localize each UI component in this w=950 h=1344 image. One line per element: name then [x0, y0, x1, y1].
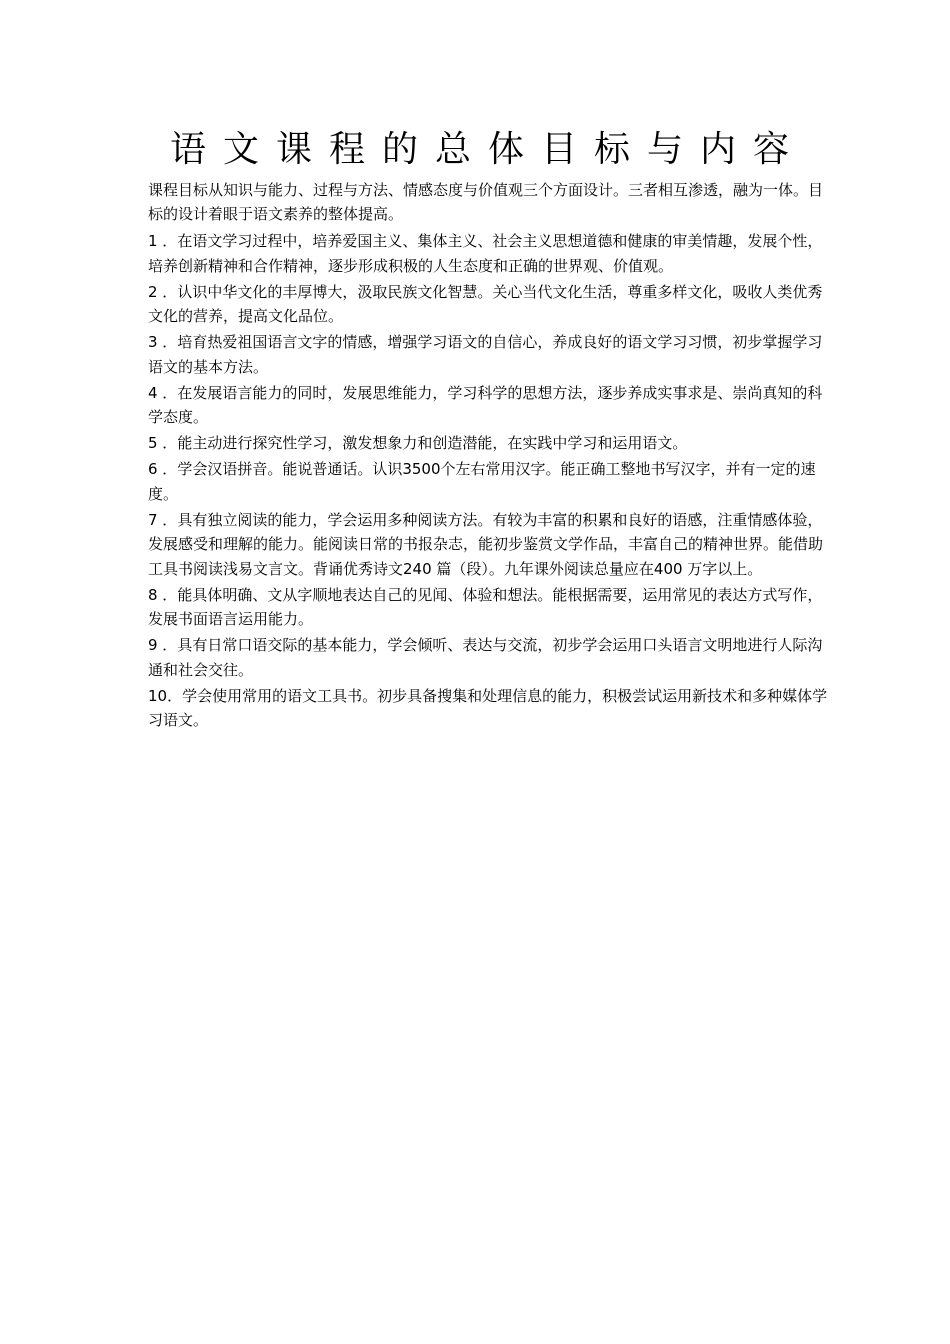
goal-number: 10．	[148, 686, 183, 705]
goal-text: 具有日常口语交际的基本能力，学会倾听、表达与交流，初步学会运用口头语言文明地进行人际沟通和社会交往。	[148, 636, 823, 679]
goal-text: 认识中华文化的丰厚博大，汲取民族文化智慧。关心当代文化生活，尊重多样文化，吸收人类优秀文化的营养，提高文化品位。	[148, 282, 823, 325]
goal-number: 3 ．	[148, 333, 178, 351]
goal-number: 8 ．	[148, 585, 178, 604]
goal-item	[148, 381, 828, 430]
goal-item	[148, 508, 828, 582]
goal-item	[148, 280, 828, 329]
goal-text: 在发展语言能力的同时，发展思维能力，学习科学的思想方法，逐步养成实事求是、崇尚真知的科学态度。	[148, 383, 823, 426]
goal-item	[148, 431, 828, 456]
goal-number: 5 ．	[148, 434, 178, 452]
goal-item	[148, 583, 828, 632]
goal-item	[148, 457, 828, 506]
goal-item	[148, 633, 828, 682]
goal-item	[148, 229, 828, 278]
goal-number: 2 ．	[148, 282, 178, 301]
goal-number: 1 ．	[148, 232, 178, 250]
goal-text: 能主动进行探究性学习，激发想象力和创造潜能，在实践中学习和运用语文。	[177, 434, 688, 452]
goal-item	[148, 330, 828, 379]
goal-list	[148, 229, 828, 733]
goal-number: 4 ．	[148, 383, 178, 402]
goal-item	[148, 684, 828, 733]
goal-number: 6 ．	[148, 460, 178, 478]
goal-text: 学会汉语拼音。能说普通话。认识3500个左右常用汉字。能正确工整地书写汉字，并有一定的速度。	[148, 460, 816, 503]
goal-text: 学会使用常用的语文工具书。初步具备搜集和处理信息的能力，积极尝试运用新技术和多种媒体学习语文。	[148, 686, 828, 729]
document-title: 语文课程的总体目标与内容	[169, 129, 806, 170]
goal-text: 具有独立阅读的能力，学会运用多种阅读方法。有较为丰富的积累和良好的语感，注重情感体验，发展感受和理解的能力。能阅读日常的书报杂志，能初步鉴赏文学作品，丰富自己的精神世界。能借助工具书阅读浅易文言文。背诵优秀诗文240 篇（段）。九年课外阅读总量应在400 万字以上。	[148, 510, 824, 578]
document-page	[148, 122, 828, 734]
goal-number: 7 ．	[148, 510, 178, 529]
intro-paragraph: 课程目标从知识与能力、过程与方法、情感态度与价值观三个方面设计。三者相互渗透，融为一体。目标的设计着眼于语文素养的整体提高。	[148, 181, 824, 223]
goal-number: 9 ．	[148, 636, 178, 654]
goal-text: 培育热爱祖国语言文字的情感，增强学习语文的自信心，养成良好的语文学习习惯，初步掌握学习语文的基本方法。	[148, 333, 823, 376]
goal-text: 在语文学习过程中，培养爱国主义、集体主义、社会主义思想道德和健康的审美情趣，发展个性，培养创新精神和合作精神，逐步形成积极的人生态度和正确的世界观、价值观。	[148, 232, 823, 275]
goal-text: 能具体明确、文从字顺地表达自己的见闻、体验和想法。能根据需要，运用常见的表达方式写作，发展书面语言运用能力。	[148, 585, 823, 628]
